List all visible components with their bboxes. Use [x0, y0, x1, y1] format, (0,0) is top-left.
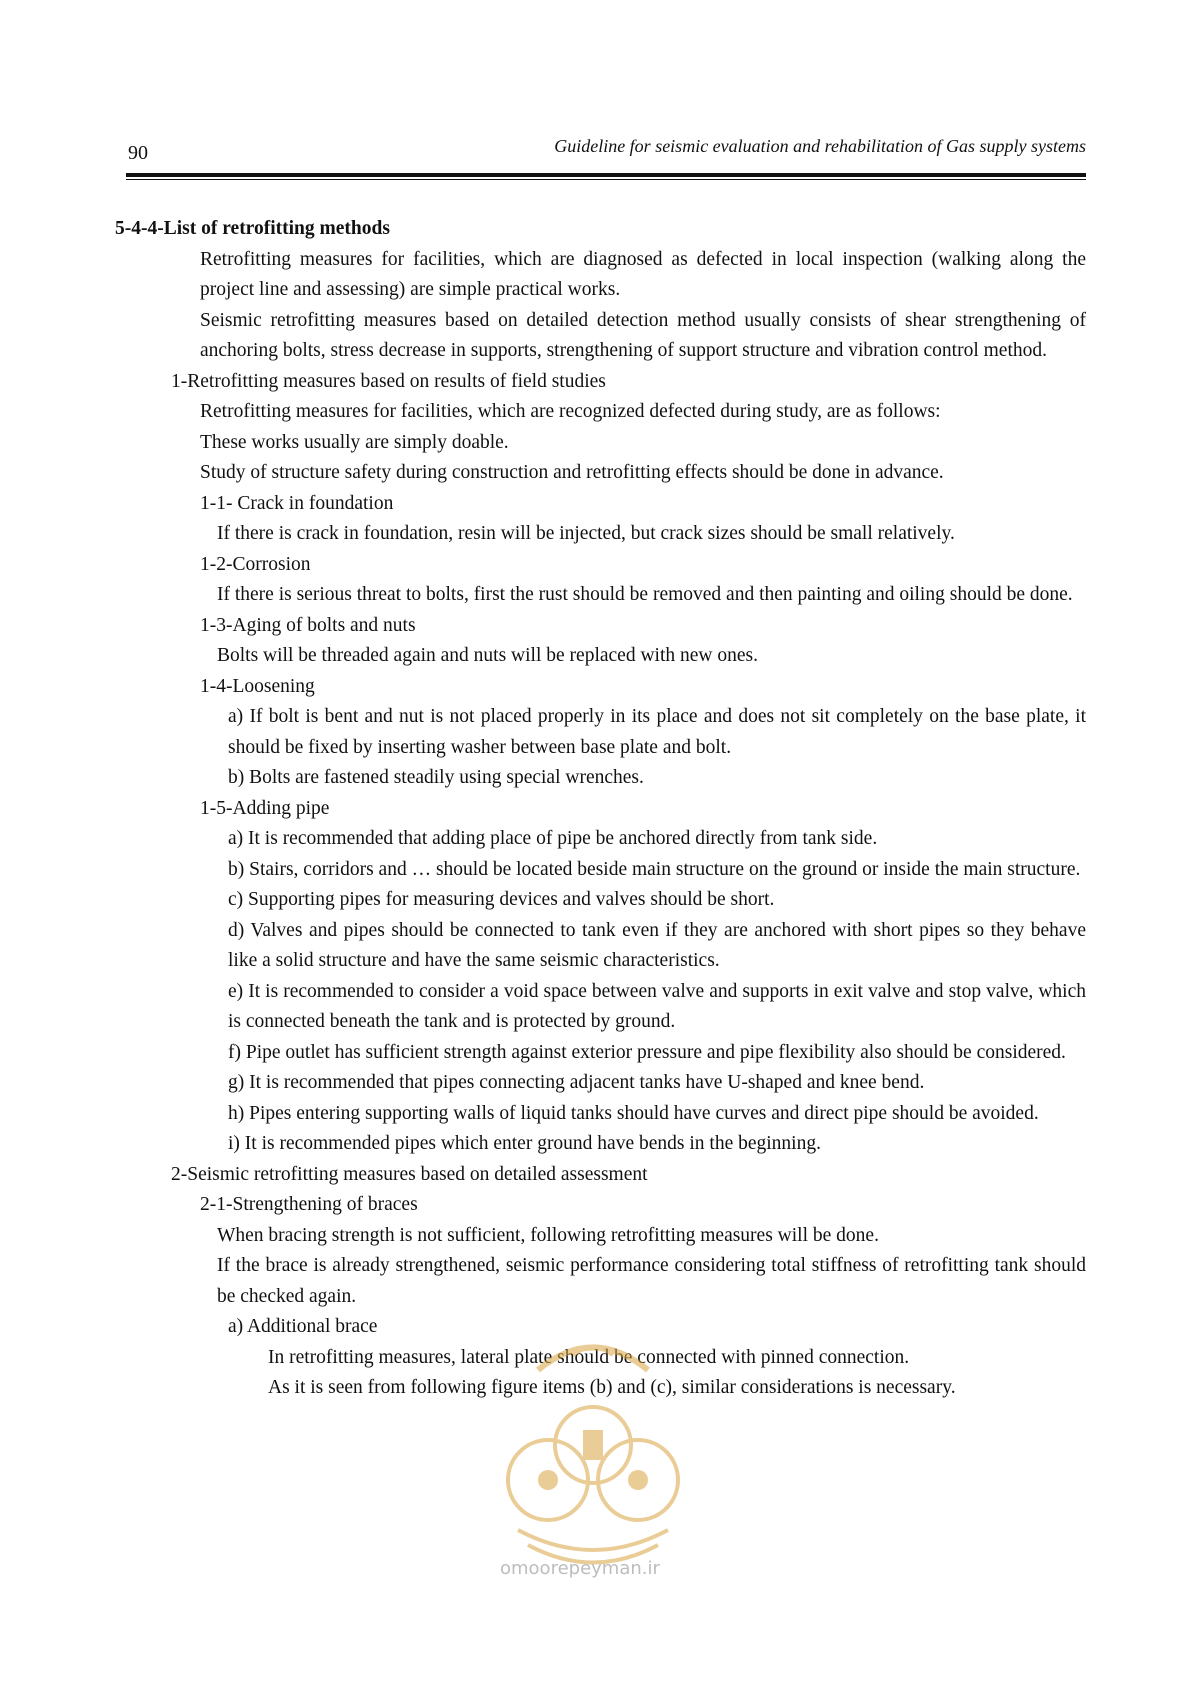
part1-paragraph-1: Retrofitting measures for facilities, which are recognized defected during study, are as follows:	[200, 401, 941, 422]
header-rule-thick	[126, 173, 1086, 177]
subsection-1-1-title: 1-1- Crack in foundation	[200, 492, 394, 514]
list-item: b) Bolts are fastened steadily using special wrenches.	[228, 767, 644, 788]
list-item: g) It is recommended that pipes connecting adjacent tanks have U-shaped and knee bend.	[228, 1072, 925, 1093]
additional-brace-paragraph-1: In retrofitting measures, lateral plate should be connected with pinned connection.	[268, 1346, 910, 1368]
seal-logo-icon	[478, 1330, 708, 1570]
subsection-2-1-title: 2-1-Strengthening of braces	[200, 1194, 418, 1215]
subsection-2-1-paragraph-1: When bracing strength is not sufficient, following retrofitting measures will be done.	[217, 1224, 879, 1246]
subsection-2-1-paragraph-2: If the brace is already strengthened, seismic performance considering total stiffness of retrofitting tank should be checked again.	[217, 1255, 1086, 1307]
list-item: f) Pipe outlet has sufficient strength against exterior pressure and pipe flexibility also should be considered.	[228, 1041, 1066, 1063]
running-title: Guideline for seismic evaluation and rehabilitation of Gas supply systems	[554, 136, 1086, 156]
additional-brace-title: a) Additional brace	[228, 1316, 378, 1337]
subsection-1-4-title: 1-4-Loosening	[200, 675, 315, 697]
subsection-1-3-text: Bolts will be threaded again and nuts will be replaced with new ones.	[217, 645, 758, 666]
page-number: 90	[128, 142, 148, 164]
list-item: e) It is recommended to consider a void space between valve and supports in exit valve and stop valve, which is connected beneath the tank and is protected by ground.	[228, 980, 1086, 1032]
part1-title: 1-Retrofitting measures based on results of field studies	[171, 370, 606, 392]
subsection-1-2-title: 1-2-Corrosion	[200, 553, 311, 575]
subsection-1-1-text: If there is crack in foundation, resin will be injected, but crack sizes should be small relatively.	[217, 523, 955, 544]
subsection-1-5-title: 1-5-Adding pipe	[200, 797, 330, 819]
part2-title: 2-Seismic retrofitting measures based on detailed assessment	[171, 1163, 648, 1185]
subsection-1-3-title: 1-3-Aging of bolts and nuts	[200, 614, 416, 636]
list-item: a) It is recommended that adding place of pipe be anchored directly from tank side.	[228, 828, 878, 849]
list-item: h) Pipes entering supporting walls of liquid tanks should have curves and direct pipe should be avoided.	[228, 1102, 1039, 1124]
additional-brace-paragraph-2: As it is seen from following figure items (b) and (c), similar considerations is necessary.	[268, 1377, 956, 1398]
header-rule-thin	[126, 179, 1086, 180]
part1-paragraph-3: Study of structure safety during construction and retrofitting effects should be done in advance.	[200, 462, 944, 483]
section-heading: 5-4-4-List of retrofitting methods	[115, 218, 390, 239]
list-item: d) Valves and pipes should be connected to tank even if they are anchored with short pipes so they behave like a solid structure and have the same seismic characteristics.	[228, 919, 1086, 971]
part1-paragraph-2: These works usually are simply doable.	[200, 431, 509, 453]
list-item: a) If bolt is bent and nut is not placed properly in its place and does not sit completely on the base plate, it should be fixed by inserting washer between base plate and bolt.	[228, 706, 1086, 758]
body-content	[0, 214, 1086, 1404]
list-item: c) Supporting pipes for measuring devices and valves should be short.	[228, 889, 775, 910]
intro-paragraph-2: Seismic retrofitting measures based on detailed detection method usually consists of shear strengthening of anchoring bolts, stress decrease in supports, strengthening of support structure and vibration control method.	[200, 309, 1086, 361]
intro-paragraph-1: Retrofitting measures for facilities, which are diagnosed as defected in local inspection (walking along the project line and assessing) are simple practical works.	[200, 248, 1086, 300]
list-item: b) Stairs, corridors and … should be located beside main structure on the ground or inside the main structure.	[228, 858, 1081, 880]
subsection-1-2-text: If there is serious threat to bolts, first the rust should be removed and then painting and oiling should be done.	[217, 584, 1073, 605]
list-item: i) It is recommended pipes which enter ground have bends in the beginning.	[228, 1133, 821, 1154]
watermark-text: omoorepeyman.ir	[500, 1558, 660, 1579]
